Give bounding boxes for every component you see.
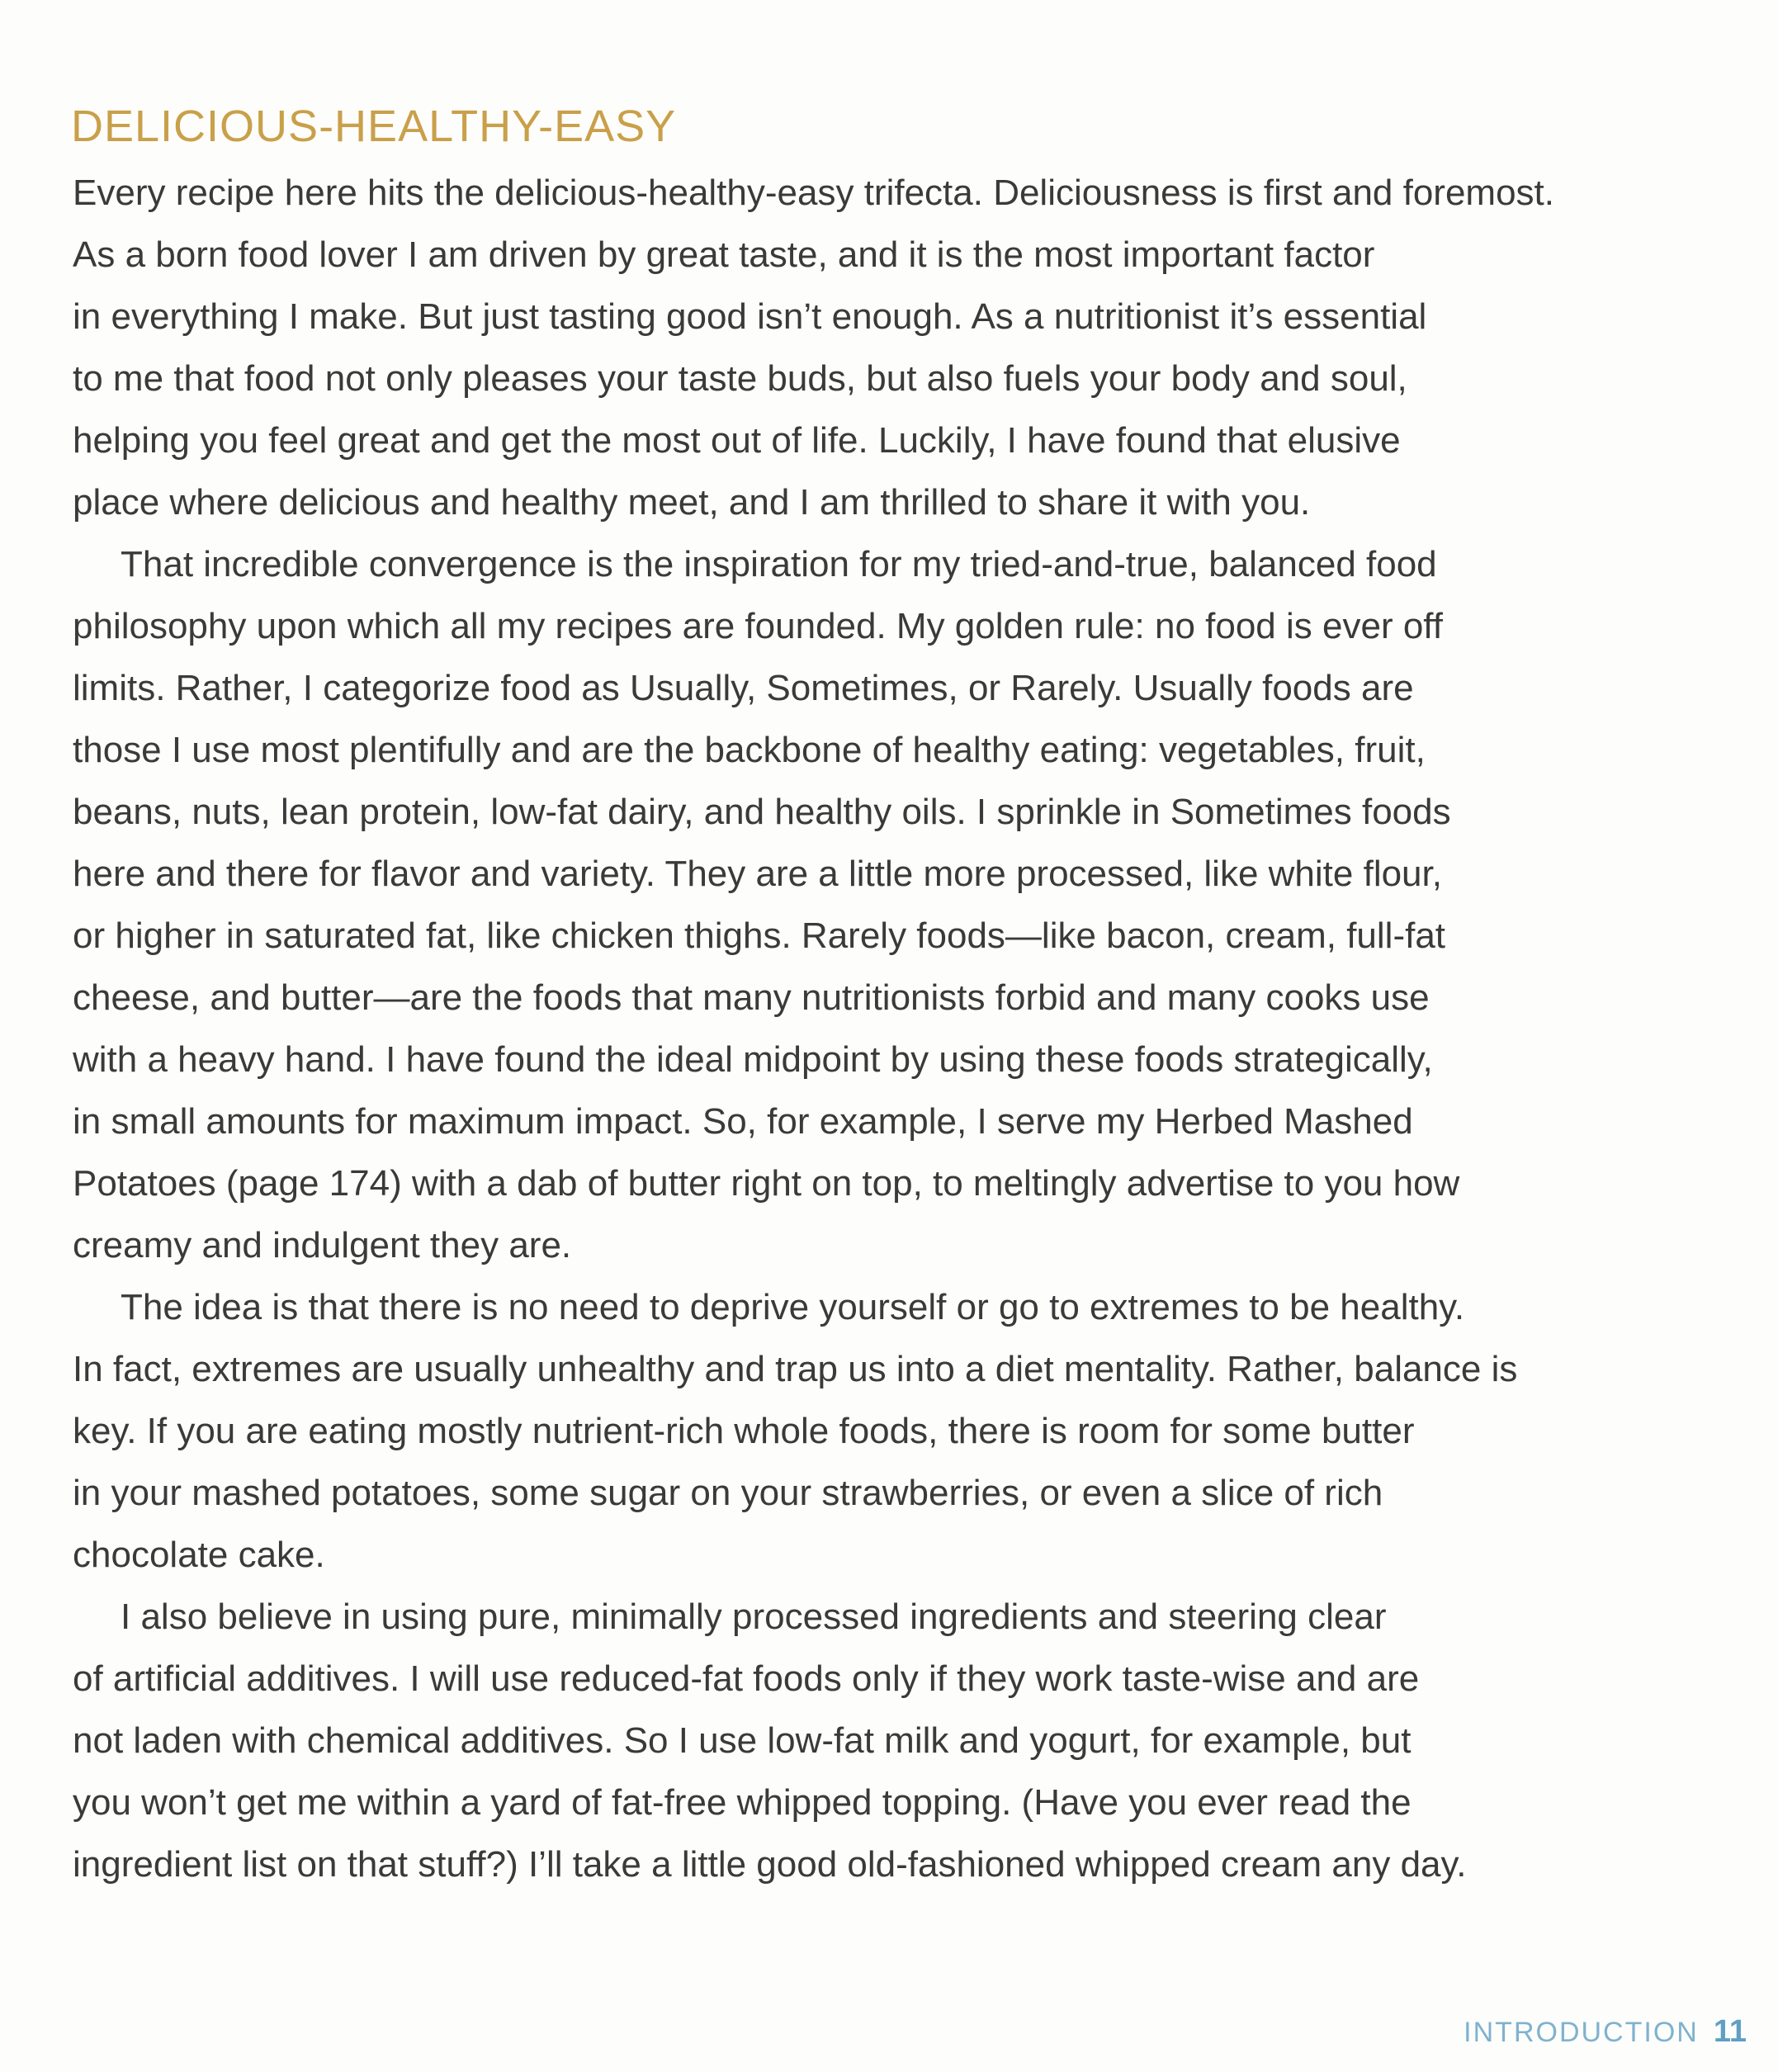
text-line: philosophy upon which all my recipes are founded. My golden rule: no food is ever off (73, 606, 1443, 646)
text-line: not laden with chemical additives. So I use low-fat milk and yogurt, for example, but (73, 1720, 1412, 1761)
text-line: cheese, and butter—are the foods that many nutritionists forbid and many cooks use (73, 977, 1430, 1018)
text-line: with a heavy hand. I have found the ideal midpoint by using these foods strategically, (73, 1039, 1433, 1080)
text-line: those I use most plentifully and are the backbone of healthy eating: vegetables, fruit, (73, 730, 1426, 770)
body-text (73, 162, 1624, 1895)
page-footer (1464, 2014, 1747, 2050)
text-line: Potatoes (page 174) with a dab of butter right on top, to meltingly advertise to you how (73, 1163, 1460, 1204)
page-number: 11 (1713, 2014, 1747, 2049)
text-line: key. If you are eating mostly nutrient-rich whole foods, there is room for some butter (73, 1411, 1415, 1451)
text-line: in everything I make. But just tasting good isn’t enough. As a nutritionist it’s essential (73, 296, 1427, 337)
text-line: place where delicious and healthy meet, and I am thrilled to share it with you. (73, 482, 1311, 523)
text-line: ingredient list on that stuff?) I’ll take a little good old-fashioned whipped cream any day. (73, 1844, 1467, 1885)
text-line: of artificial additives. I will use reduced-fat foods only if they work taste-wise and are (73, 1658, 1420, 1699)
text-line: That incredible convergence is the inspiration for my tried-and-true, balanced food (121, 544, 1437, 584)
text-line: As a born food lover I am driven by great taste, and it is the most important factor (73, 234, 1375, 275)
text-line: In fact, extremes are usually unhealthy and trap us into a diet mentality. Rather, balance is (73, 1349, 1518, 1389)
text-line: beans, nuts, lean protein, low-fat dairy, and healthy oils. I sprinkle in Sometimes foods (73, 792, 1451, 832)
section-heading: DELICIOUS-HEALTHY-EASY (71, 102, 677, 151)
text-line: to me that food not only pleases your taste buds, but also fuels your body and soul, (73, 358, 1407, 399)
text-line: I also believe in using pure, minimally processed ingredients and steering clear (121, 1597, 1387, 1637)
text-line: The idea is that there is no need to deprive yourself or go to extremes to be healthy. (121, 1287, 1465, 1327)
text-line: helping you feel great and get the most out of life. Luckily, I have found that elusive (73, 420, 1401, 461)
text-line: you won’t get me within a yard of fat-free whipped topping. (Have you ever read the (73, 1782, 1412, 1823)
text-line: or higher in saturated fat, like chicken thighs. Rarely foods—like bacon, cream, full-fat (73, 915, 1446, 956)
text-line: limits. Rather, I categorize food as Usually, Sometimes, or Rarely. Usually foods are (73, 668, 1414, 708)
section-label: INTRODUCTION (1464, 2017, 1699, 2048)
text-line: in your mashed potatoes, some sugar on your strawberries, or even a slice of rich (73, 1473, 1383, 1513)
text-line: in small amounts for maximum impact. So, for example, I serve my Herbed Mashed (73, 1101, 1413, 1142)
text-line: Every recipe here hits the delicious-healthy-easy trifecta. Deliciousness is first and foremost. (73, 173, 1554, 213)
text-line: chocolate cake. (73, 1535, 325, 1575)
text-line: creamy and indulgent they are. (73, 1225, 572, 1265)
text-line: here and there for flavor and variety. They are a little more processed, like white flour, (73, 854, 1442, 894)
